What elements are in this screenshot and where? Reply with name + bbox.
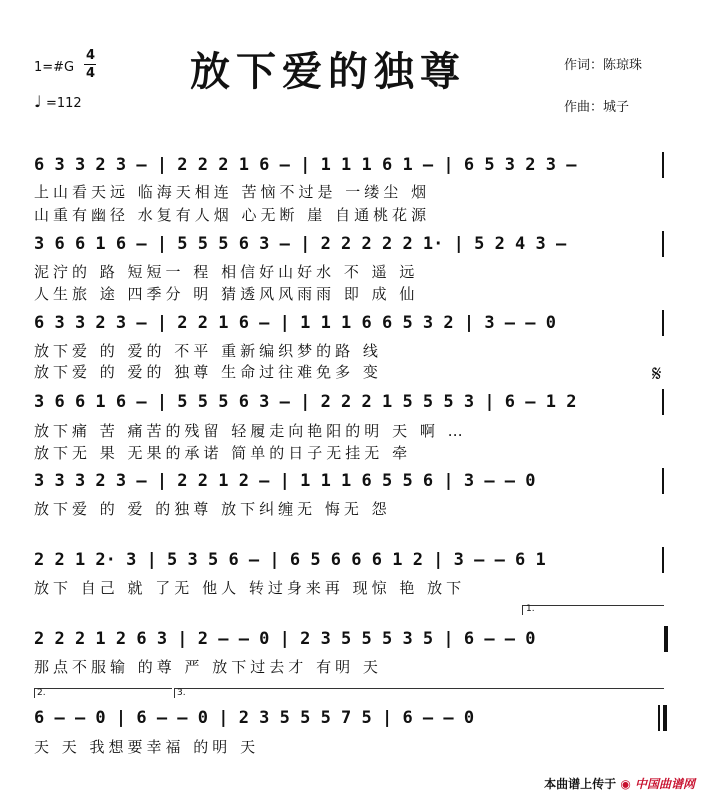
- composer: 作曲：城子: [564, 100, 630, 115]
- barline: [662, 468, 664, 494]
- volta-bracket: [522, 605, 664, 606]
- lyrics-line: 天 天 我想要幸福 的明 天: [34, 738, 260, 756]
- lyrics-line: 放下爱 的 爱 的独尊 放下纠缠无 悔无 怨: [34, 500, 391, 518]
- notation-row: 2 2 2 1 2 6 3 | 2 – – 0 | 2 3 5 5 5 3 5 | 6 – – 0: [34, 629, 536, 649]
- volta-bracket: [174, 688, 664, 689]
- lyrics-line: 山重有幽径 水复有人烟 心无断 崖 自通桃花源: [34, 206, 431, 224]
- lyrics-line: 上山看天远 临海天相连 苦恼不过是 一缕尘 烟: [34, 183, 431, 201]
- volta-label: 3.: [177, 688, 186, 698]
- tempo: =112: [46, 96, 82, 111]
- notation-row: 6 3 3 2 3 – | 2 2 1 6 – | 1 1 1 6 6 5 3 2 | 3 – – 0: [34, 313, 556, 333]
- barline: [662, 231, 664, 257]
- volta-label: 2.: [37, 688, 46, 698]
- notation-row: 3 6 6 1 6 – | 5 5 5 6 3 – | 2 2 2 2 2 1· | 5 2 4 3 –: [34, 234, 567, 254]
- repeat-end-barline: [664, 626, 668, 652]
- volta-label: 1.: [526, 604, 535, 614]
- time-signature-bottom: 4: [86, 66, 96, 81]
- volta-bracket-hook: [174, 688, 175, 698]
- footer-uploaded: 本曲谱上传于: [544, 777, 617, 791]
- final-barline-thin: [658, 705, 660, 731]
- barline: [662, 152, 664, 178]
- lyrics-line: 那点不服输 的尊 严 放下过去才 有明 天: [34, 658, 382, 676]
- notation-row: 6 3 3 2 3 – | 2 2 2 1 6 – | 1 1 1 6 1 – | 6 5 3 2 3 –: [34, 155, 577, 175]
- lyrics-line: 人生旅 途 四季分 明 猜透风风雨雨 即 成 仙: [34, 285, 419, 303]
- notation-row: 6 – – 0 | 6 – – 0 | 2 3 5 5 5 7 5 | 6 – – 0: [34, 708, 475, 728]
- lyrics-line: 放下痛 苦 痛苦的残留 轻履走向艳阳的明 天 啊 …: [34, 422, 467, 440]
- final-barline-thick: [663, 705, 667, 731]
- lyrics-line: 放下无 果 无果的承诺 简单的日子无挂无 牵: [34, 444, 412, 462]
- barline: [662, 389, 664, 415]
- barline: [662, 310, 664, 336]
- lyrics-line: 放下爱 的 爱的 不平 重新编织梦的路 线: [34, 342, 382, 360]
- time-signature-top: 4: [86, 48, 96, 63]
- volta-bracket-hook: [522, 605, 523, 615]
- key-signature: 1=#G: [34, 60, 75, 75]
- time-signature-divider: [84, 64, 96, 65]
- footer-credit: [544, 775, 695, 792]
- lyrics-line: 泥泞的 路 短短一 程 相信好山好水 不 遥 远: [34, 263, 419, 281]
- notation-row: 3 3 3 2 3 – | 2 2 1 2 – | 1 1 1 6 5 5 6 | 3 – – 0: [34, 471, 536, 491]
- footer-site[interactable]: 中国曲谱网: [634, 777, 695, 791]
- lyrics-line: 放下 自己 就 了无 他人 转过身来再 现惊 艳 放下: [34, 579, 466, 597]
- site-logo-icon: ◉: [620, 777, 631, 791]
- segno-icon: 𝄋: [652, 362, 662, 387]
- volta-bracket-hook: [34, 688, 35, 698]
- notation-row: 2 2 1 2· 3 | 5 3 5 6 – | 6 5 6 6 6 1 2 | 3 – – 6 1: [34, 550, 546, 570]
- barline: [662, 547, 664, 573]
- notation-row: 3 6 6 1 6 – | 5 5 5 6 3 – | 2 2 2 1 5 5 5 3 | 6 – 1 2: [34, 392, 577, 412]
- volta-bracket: [34, 688, 172, 689]
- quarter-note-icon: ♩: [34, 92, 42, 111]
- lyricist: 作词：陈琼珠: [564, 58, 643, 73]
- lyrics-line: 放下爱 的 爱的 独尊 生命过往难免多 变: [34, 363, 382, 381]
- page-title: 放下爱的独尊: [190, 48, 466, 95]
